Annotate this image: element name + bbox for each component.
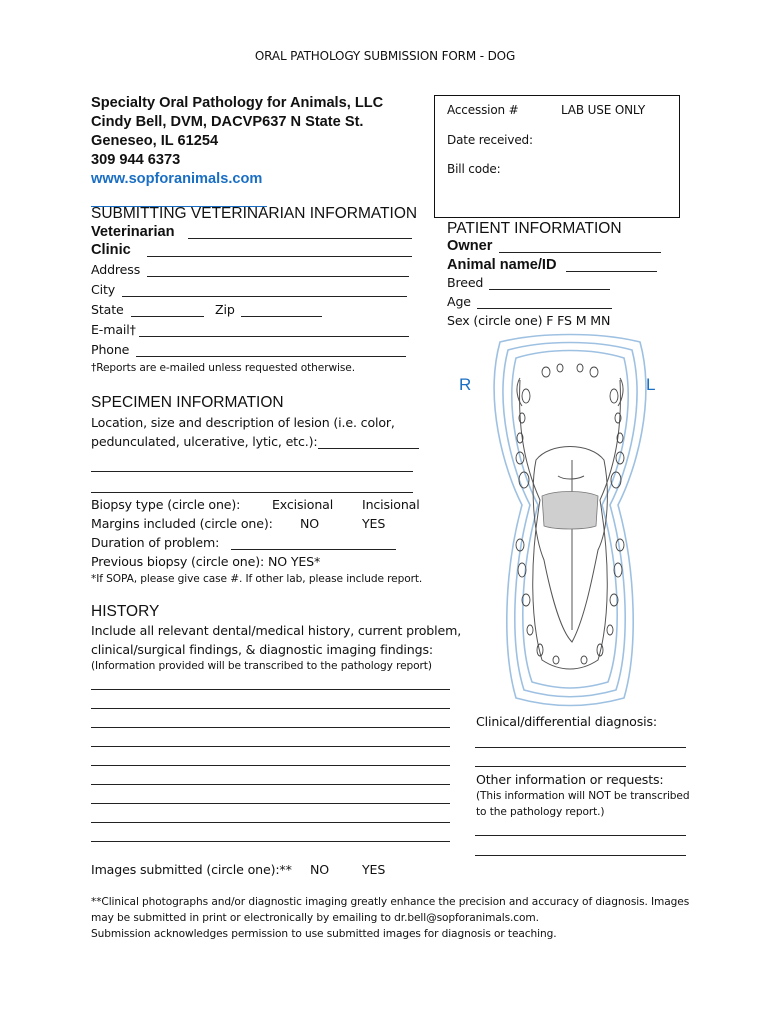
history-field-line[interactable]	[91, 708, 450, 709]
other-info-field[interactable]	[475, 855, 686, 856]
clinical-diagnosis-field[interactable]	[475, 766, 686, 767]
clinical-diagnosis-field[interactable]	[475, 747, 686, 748]
history-instructions-1: Include all relevant dental/medical history, current problem,	[91, 623, 462, 638]
accession-label: Accession #	[447, 103, 519, 117]
history-field-line[interactable]	[91, 746, 450, 747]
location-field-2[interactable]	[91, 471, 413, 472]
state-field[interactable]	[131, 316, 204, 317]
state-label: State	[91, 302, 124, 317]
owner-label: Owner	[447, 238, 493, 254]
age-label: Age	[447, 294, 471, 309]
breed-label: Breed	[447, 275, 484, 290]
other-info-label: Other information or requests:	[476, 772, 664, 787]
address-field[interactable]	[147, 276, 409, 277]
lab-phone: 309 944 6373	[91, 152, 181, 168]
sex-options[interactable]: Sex (circle one) F FS M MN	[447, 313, 611, 328]
lab-name: Specialty Oral Pathology for Animals, LLC	[91, 95, 384, 111]
phone-field[interactable]	[136, 356, 406, 357]
breed-field[interactable]	[489, 289, 610, 290]
age-field[interactable]	[477, 308, 612, 309]
history-field-line[interactable]	[91, 784, 450, 785]
history-section-heading: HISTORY	[91, 603, 160, 620]
previous-biopsy-options[interactable]: Previous biopsy (circle one): NO YES*	[91, 554, 321, 569]
left-side-label: L	[646, 375, 656, 394]
animal-name-label: Animal name/ID	[447, 257, 557, 273]
history-instructions-2: clinical/surgical findings, & diagnostic imaging findings:	[91, 642, 433, 657]
history-field-line[interactable]	[91, 841, 450, 842]
zip-label: Zip	[215, 302, 235, 317]
city-label: City	[91, 282, 116, 297]
lab-website-link[interactable]: www.sopforanimals.com	[91, 171, 263, 187]
excisional-option[interactable]: Excisional	[272, 497, 334, 512]
incisional-option[interactable]: Incisional	[362, 497, 420, 512]
images-submitted-label: Images submitted (circle one):**	[91, 862, 292, 877]
email-field[interactable]	[139, 336, 409, 337]
location-field-3[interactable]	[91, 492, 413, 493]
history-field-line[interactable]	[91, 803, 450, 804]
margins-yes-option[interactable]: YES	[362, 516, 386, 531]
veterinarian-field[interactable]	[188, 238, 412, 239]
footer-note-2: may be submitted in print or electronically by emailing to dr.bell@sopforanimals.com.	[91, 912, 539, 924]
location-text-1: Location, size and description of lesion (i.e. color,	[91, 415, 395, 430]
email-note: †Reports are e-mailed unless requested otherwise.	[91, 362, 355, 374]
previous-biopsy-note: *If SOPA, please give case #. If other lab, please include report.	[91, 573, 423, 585]
zip-field[interactable]	[241, 316, 322, 317]
location-text-2: pedunculated, ulcerative, lytic, etc.):	[91, 434, 318, 449]
duration-label: Duration of problem:	[91, 535, 220, 550]
margins-label: Margins included (circle one):	[91, 516, 273, 531]
owner-field[interactable]	[499, 252, 661, 253]
margins-no-option[interactable]: NO	[300, 516, 320, 531]
city-field[interactable]	[122, 296, 407, 297]
clinical-diagnosis-label: Clinical/differential diagnosis:	[476, 714, 658, 729]
vet-section-heading: SUBMITTING VETERINARIAN INFORMATION	[91, 205, 418, 222]
veterinarian-label: Veterinarian	[91, 224, 175, 240]
history-field-line[interactable]	[91, 689, 450, 690]
images-yes-option[interactable]: YES	[362, 862, 386, 877]
right-side-label: R	[459, 375, 472, 394]
lab-use-only-label: LAB USE ONLY	[561, 103, 646, 117]
page-title: ORAL PATHOLOGY SUBMISSION FORM - DOG	[254, 49, 516, 63]
patient-section-heading: PATIENT INFORMATION	[447, 220, 622, 237]
history-note: (Information provided will be transcribed to the pathology report)	[91, 660, 432, 672]
duration-field[interactable]	[231, 549, 396, 550]
clinic-label: Clinic	[91, 242, 131, 258]
phone-label: Phone	[91, 342, 130, 357]
biopsy-type-label: Biopsy type (circle one):	[91, 497, 241, 512]
other-info-note-1: (This information will NOT be transcribed	[476, 790, 690, 802]
location-field-1[interactable]	[318, 448, 419, 449]
bill-code-label: Bill code:	[447, 162, 501, 176]
date-received-label: Date received:	[447, 133, 533, 147]
history-field-line[interactable]	[91, 765, 450, 766]
other-info-note-2: to the pathology report.)	[476, 806, 605, 818]
animal-name-field[interactable]	[566, 271, 657, 272]
lab-doctor-address: Cindy Bell, DVM, DACVP637 N State St.	[91, 114, 364, 130]
footer-note-3: Submission acknowledges permission to use submitted images for diagnosis or teaching.	[91, 928, 557, 940]
images-no-option[interactable]: NO	[310, 862, 330, 877]
history-field-line[interactable]	[91, 727, 450, 728]
other-info-field[interactable]	[475, 835, 686, 836]
email-label: E-mail†	[91, 322, 136, 337]
specimen-section-heading: SPECIMEN INFORMATION	[91, 394, 284, 411]
clinic-field[interactable]	[147, 256, 412, 257]
lab-city: Geneseo, IL 61254	[91, 133, 219, 149]
history-field-line[interactable]	[91, 822, 450, 823]
address-label: Address	[91, 262, 141, 277]
footer-note-1: **Clinical photographs and/or diagnostic imaging greatly enhance the precision and accuracy of diagnosis. Images	[91, 896, 690, 908]
